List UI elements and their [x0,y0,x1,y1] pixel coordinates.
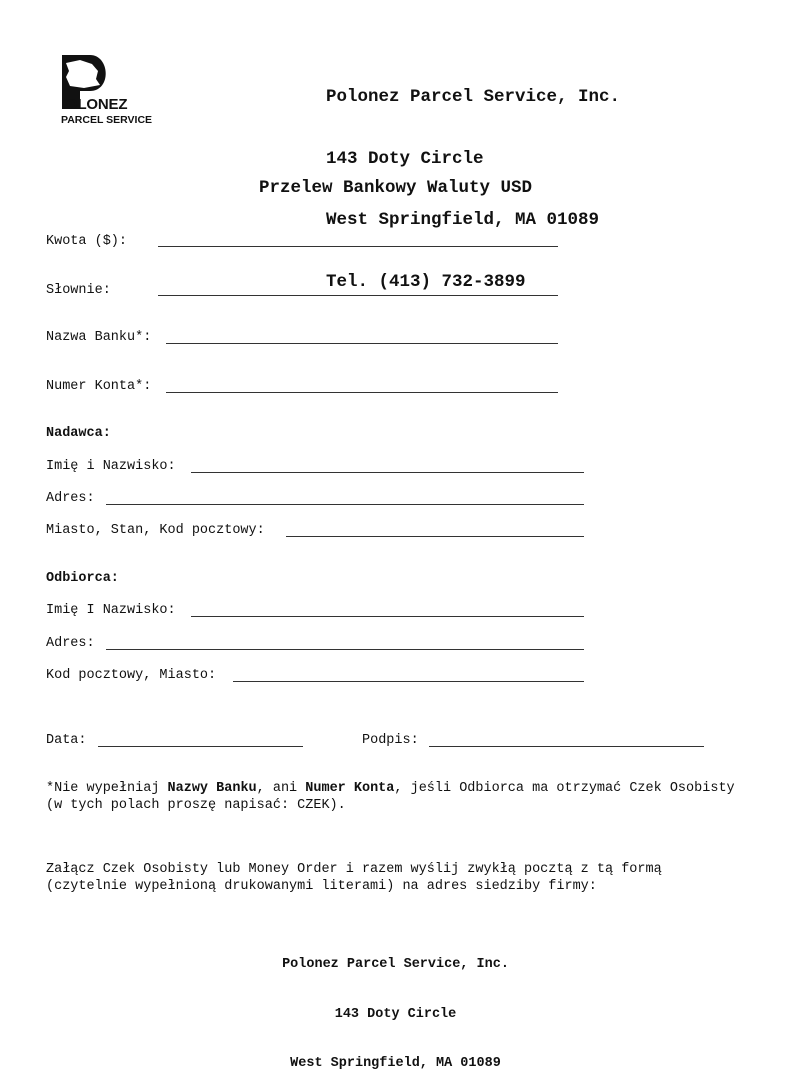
recipient-address-field[interactable] [106,649,584,650]
note-account-number: Numer Konta [305,781,395,796]
recipient-address-label: Adres: [46,636,95,651]
bank-name-label: Nazwa Banku*: [46,330,152,345]
recipient-heading: Odbiorca: [46,571,119,586]
amount-field[interactable] [158,246,558,247]
note-suffix: , jeśli Odbiorca ma otrzymać Czek Osobisty (w tych polach proszę napisać: CZEK). [46,781,735,813]
account-number-field[interactable] [166,392,558,393]
date-field[interactable] [98,746,303,747]
sender-city-label: Miasto, Stan, Kod pocztowy: [46,523,265,538]
footer-street: 143 Doty Circle [334,1006,457,1022]
recipient-zip-city-field[interactable] [233,681,584,682]
amount-label: Kwota ($): [46,234,128,249]
sender-address-label: Adres: [46,491,95,506]
logo-name: OLONEZ [66,96,128,113]
sender-name-field[interactable] [191,472,584,473]
sender-city-field[interactable] [286,536,584,537]
footer-company-name: Polonez Parcel Service, Inc. [282,957,509,972]
footer-address [0,924,791,1089]
bank-fields-note [46,780,746,814]
recipient-name-label: Imię I Nazwisko: [46,603,176,618]
mailing-instructions: Załącz Czek Osobisty lub Money Order i razem wyślij zwykłą pocztą z tą formą (czytelnie wypełnioną drukowanymi literami) na adres siedziby firmy: [46,862,662,894]
company-street: 143 Doty Circle [326,148,484,169]
in-words-label: Słownie: [46,283,111,298]
company-city: West Springfield, MA 01089 [326,210,600,230]
note-bank-name: Nazwy Banku [167,781,257,796]
in-words-field[interactable] [158,295,558,296]
bank-name-field[interactable] [166,343,558,344]
signature-label: Podpis: [362,733,419,748]
note-prefix: *Nie wypełniaj [46,781,168,796]
recipient-name-field[interactable] [191,616,584,617]
note-mid: , ani [256,781,306,796]
sender-address-field[interactable] [106,504,584,505]
company-name: Polonez Parcel Service, Inc. [326,87,621,107]
signature-field[interactable] [429,746,704,747]
account-number-label: Numer Konta*: [46,379,152,394]
company-phone: Tel. (413) 732-3899 [326,271,526,292]
form-title: Przelew Bankowy Waluty USD [258,178,533,198]
sender-name-label: Imię i Nazwisko: [46,459,176,474]
recipient-zip-city-label: Kod pocztowy, Miasto: [46,668,217,683]
date-label: Data: [46,733,87,748]
footer-city: West Springfield, MA 01089 [290,1056,501,1071]
sender-heading: Nadawca: [46,426,111,441]
logo-subtitle: PARCEL SERVICE [61,114,153,126]
